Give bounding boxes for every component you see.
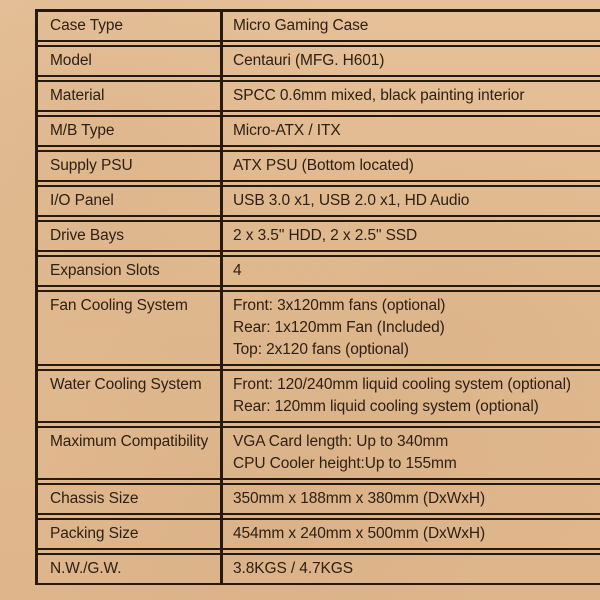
spec-value-line: 2 x 3.5" HDD, 2 x 2.5" SSD [233,227,418,244]
spec-label: Water Cooling System [50,376,202,393]
spec-row [35,185,600,217]
spec-value [220,47,600,75]
spec-label: I/O Panel [50,192,114,209]
spec-label: Model [50,52,92,69]
spec-value-line: Rear: 120mm liquid cooling system (optional) [233,398,539,415]
spec-value [220,12,600,40]
spec-row [35,290,600,366]
spec-value [220,82,600,110]
spec-row [35,9,600,42]
spec-label: Material [50,87,105,104]
spec-label: N.W./G.W. [50,560,122,577]
spec-label: Chassis Size [50,490,139,507]
spec-value-line: Top: 2x120 fans (optional) [233,341,409,358]
spec-row [35,45,600,77]
spec-value [220,117,600,145]
spec-value-line: 4 [233,262,242,279]
spec-row [35,553,600,585]
spec-value [220,555,600,583]
spec-label: M/B Type [50,122,115,139]
spec-row [35,220,600,252]
spec-table [35,9,600,588]
spec-value [220,222,600,250]
spec-value-line: ATX PSU (Bottom located) [233,157,414,174]
spec-value [220,371,600,421]
spec-label: Supply PSU [50,157,133,174]
spec-row [35,115,600,147]
table-column-divider-line [220,9,223,585]
spec-value-line: 350mm x 188mm x 380mm (DxWxH) [233,490,486,507]
spec-row [35,150,600,182]
spec-value-line: SPCC 0.6mm mixed, black painting interior [233,87,525,104]
spec-value-line: VGA Card length: Up to 340mm [233,433,449,450]
spec-value [220,187,600,215]
spec-value-line: Micro Gaming Case [233,17,369,34]
spec-table-rows [35,9,600,585]
spec-row [35,255,600,287]
spec-row [35,426,600,480]
spec-label: Maximum Compatibility [50,433,209,450]
spec-value-line: USB 3.0 x1, USB 2.0 x1, HD Audio [233,192,470,209]
spec-value [220,520,600,548]
spec-value [220,485,600,513]
spec-value [220,257,600,285]
spec-value-line: Rear: 1x120mm Fan (Included) [233,319,445,336]
spec-value [220,152,600,180]
spec-row [35,369,600,423]
spec-value-line: Micro-ATX / ITX [233,122,341,139]
spec-label: Packing Size [50,525,139,542]
spec-value-line: 454mm x 240mm x 500mm (DxWxH) [233,525,486,542]
spec-label: Drive Bays [50,227,124,244]
spec-row [35,518,600,550]
spec-value-line: Front: 120/240mm liquid cooling system (optional) [233,376,571,393]
spec-value [220,292,600,364]
spec-value-line: CPU Cooler height:Up to 155mm [233,455,457,472]
spec-row [35,80,600,112]
table-left-border-line [35,9,38,585]
spec-value-line: 3.8KGS / 4.7KGS [233,560,353,577]
spec-label: Case Type [50,17,123,34]
spec-value-line: Front: 3x120mm fans (optional) [233,297,446,314]
spec-value [220,428,600,478]
spec-row [35,483,600,515]
spec-label: Expansion Slots [50,262,160,279]
spec-label: Fan Cooling System [50,297,188,314]
spec-value-line: Centauri (MFG. H601) [233,52,385,69]
